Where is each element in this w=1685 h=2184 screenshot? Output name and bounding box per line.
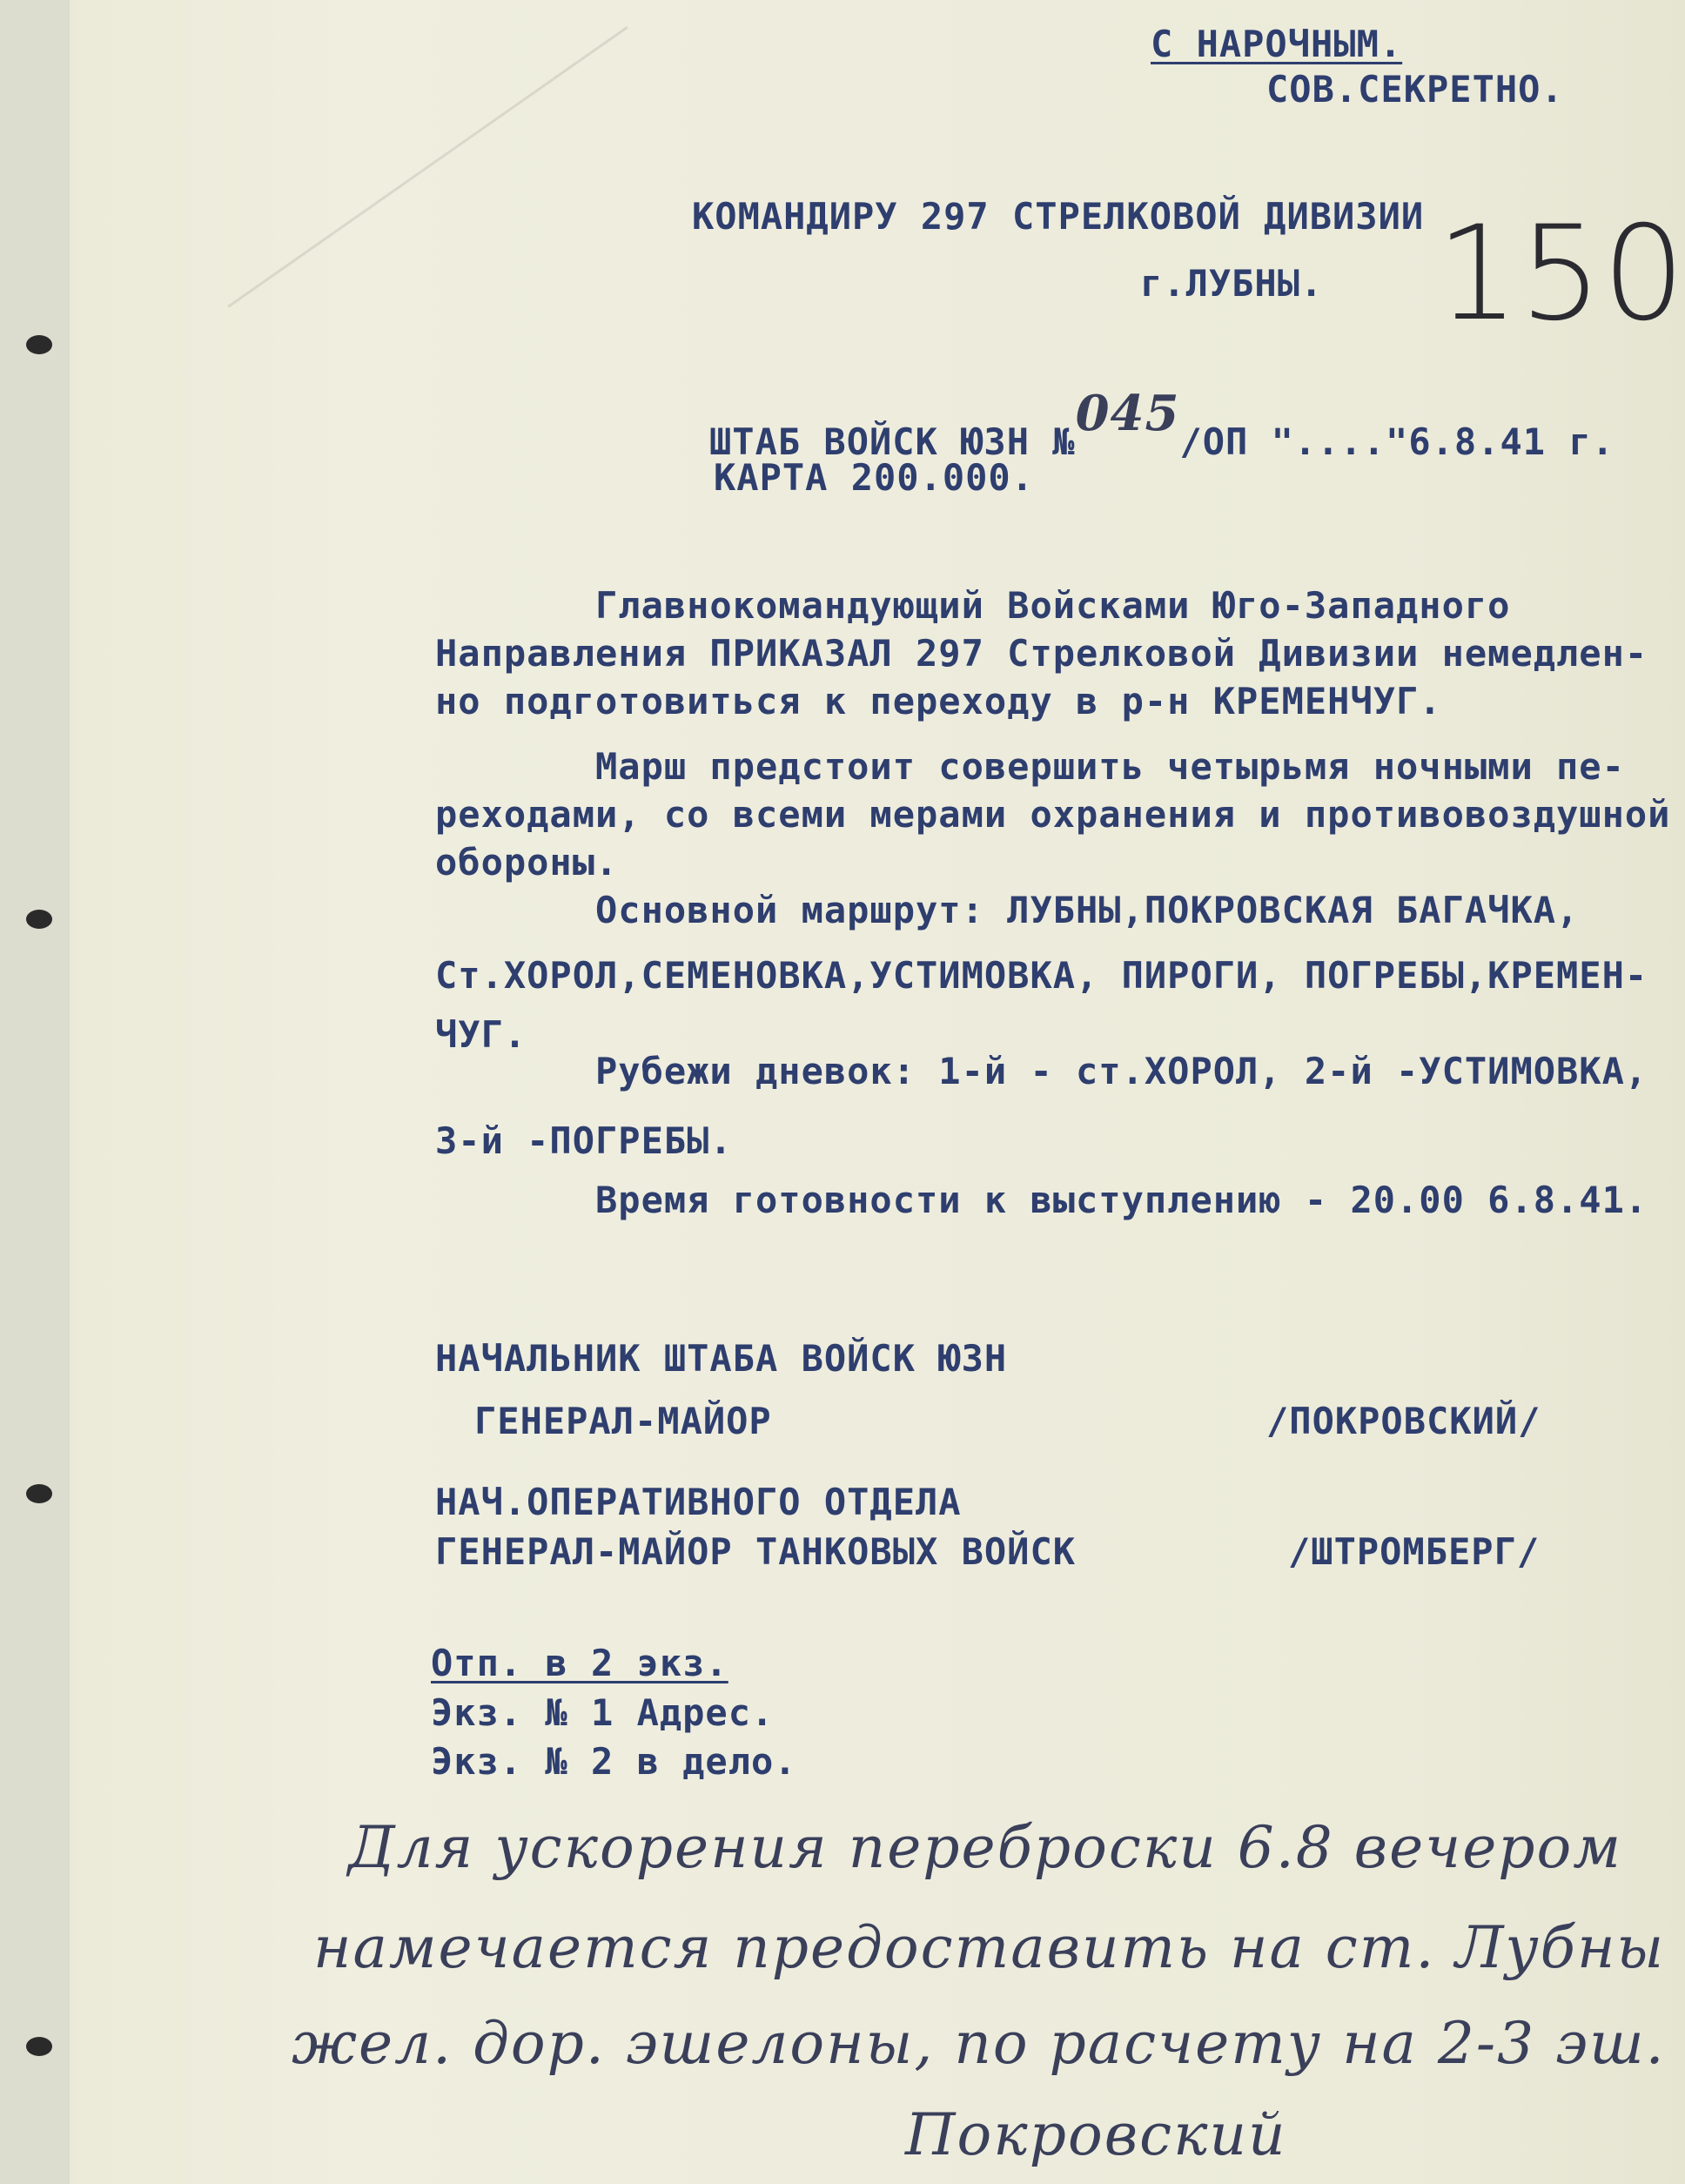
- body-line: Ст.ХОРОЛ,СЕМЕНОВКА,УСТИМОВКА, ПИРОГИ, ПОГРЕБЫ,КРЕМЕН-: [435, 954, 1648, 997]
- reference-prefix: ШТАБ ВОЙСК ЮЗН №: [709, 420, 1076, 463]
- signature-rank: ГЕНЕРАЛ-МАЙОР: [474, 1400, 772, 1442]
- addressee-line: КОМАНДИРУ 297 СТРЕЛКОВОЙ ДИВИЗИИ: [692, 195, 1425, 238]
- reference-line: [709, 385, 1615, 463]
- body-line: Направления ПРИКАЗАЛ 297 Стрелковой Дивизии немедлен-: [435, 632, 1648, 675]
- archive-page-number: 150: [1436, 198, 1685, 350]
- handwritten-note-line: намечается предоставить на ст. Лубны: [313, 1914, 1666, 1981]
- signature-rank: ГЕНЕРАЛ-МАЙОР ТАНКОВЫХ ВОЙСК: [435, 1530, 1077, 1573]
- body-line: Рубежи дневок: 1-й - ст.ХОРОЛ, 2-й -УСТИМОВКА,: [435, 1050, 1648, 1092]
- distribution-copy-2: Экз. № 2 в дело.: [431, 1740, 797, 1783]
- distribution-copy-1: Экз. № 1 Адрес.: [431, 1691, 775, 1734]
- document-number: 045: [1075, 385, 1180, 442]
- handwritten-signature: Покровский: [905, 2101, 1287, 2168]
- body-line: Время готовности к выступлению - 20.00 6.8.41.: [435, 1179, 1648, 1221]
- classification-stamp: СОВ.СЕКРЕТНО.: [1266, 68, 1564, 111]
- delivery-note: С НАРОЧНЫМ.: [1151, 23, 1403, 65]
- binding-margin: [0, 0, 70, 2184]
- punch-hole: [26, 335, 52, 354]
- handwritten-note-line: Для ускорения переброски 6.8 вечером: [348, 1814, 1622, 1881]
- reference-suffix: /ОП "...."6.8.41 г.: [1179, 420, 1615, 463]
- distribution-copies: Отп. в 2 экз.: [431, 1642, 728, 1684]
- signature-name: /ШТРОМБЕРГ/: [1288, 1530, 1541, 1573]
- body-line: Главнокомандующий Войсками Юго-Западного: [435, 584, 1511, 627]
- body-line: Марш предстоит совершить четырьмя ночными пе-: [435, 745, 1625, 788]
- body-line: но подготовиться к переходу в р-н КРЕМЕНЧУГ.: [435, 680, 1442, 722]
- signature-title: НАЧ.ОПЕРАТИВНОГО ОТДЕЛА: [435, 1481, 962, 1523]
- punch-hole: [26, 2037, 52, 2056]
- body-line: Основной маршрут: ЛУБНЫ,ПОКРОВСКАЯ БАГАЧКА,: [435, 889, 1580, 931]
- body-line: 3-й -ПОГРЕБЫ.: [435, 1119, 733, 1162]
- punch-hole: [26, 1484, 52, 1503]
- punch-hole: [26, 910, 52, 929]
- body-line: реходами, со всеми мерами охранения и противовоздушной: [435, 793, 1671, 836]
- map-scale: КАРТА 200.000.: [714, 456, 1035, 499]
- signature-name: /ПОКРОВСКИЙ/: [1266, 1400, 1541, 1442]
- paper-crease: [227, 26, 628, 308]
- handwritten-note-line: жел. дор. эшелоны, по расчету на 2-3 эш.: [292, 2010, 1666, 2077]
- body-line: ЧУГ.: [435, 1013, 527, 1056]
- body-line: обороны.: [435, 841, 619, 884]
- signature-title: НАЧАЛЬНИК ШТАБА ВОЙСК ЮЗН: [435, 1337, 1008, 1380]
- addressee-city: г.ЛУБНЫ.: [1140, 262, 1324, 305]
